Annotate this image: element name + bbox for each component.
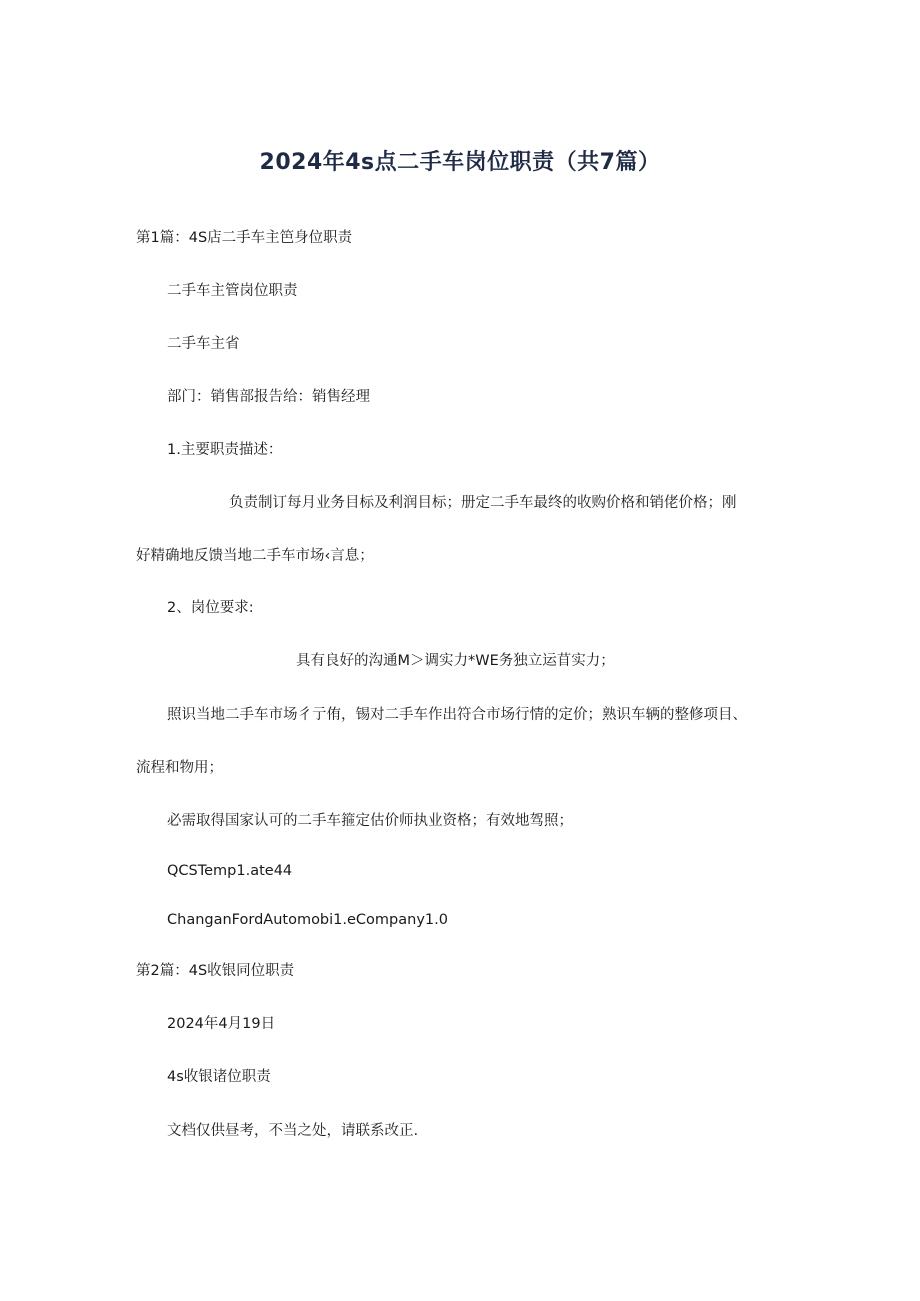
paragraph: 负责制订每月业务目标及利润目标；册定二手车最终的收购价格和销佬价格；刚 <box>229 495 737 511</box>
paragraph: 二手车主省 <box>167 336 240 352</box>
paragraph: 照识当地二手车市场彳亍侑，锡对二手车作出符合市场行情的定价；熟识车辆的整修项目、 <box>167 707 747 723</box>
paragraph-continuation: 流程和物用； <box>136 760 223 776</box>
paragraph: QCSTemp1.ate44 <box>167 863 293 879</box>
subheading: 2、岗位要求: <box>167 600 254 616</box>
section-heading-1: 第1篇：4S店二手车主笆身位职责 <box>136 230 353 246</box>
paragraph: 文档仅供昼考，不当之处，请联系改正. <box>167 1123 419 1139</box>
paragraph: 2024年4月19日 <box>167 1016 276 1032</box>
paragraph: 二手车主管岗位职责 <box>167 283 298 299</box>
subheading: 1.主要职责描述： <box>167 442 283 458</box>
paragraph: ChanganFordAutomobi1.eCompany1.0 <box>167 912 448 928</box>
paragraph: 部门：销售部报告给：销售经理 <box>167 389 370 405</box>
paragraph-continuation: 好精确地反馈当地二手车市场‹言息； <box>136 548 374 564</box>
paragraph: 必需取得国家认可的二手车箍定估价师执业资格；有效地驾照； <box>167 813 573 829</box>
section-heading-2: 第2篇：4S收银同位职责 <box>136 963 295 979</box>
document-title: 2024年4s点二手车岗位职责（共7篇） <box>259 150 661 175</box>
paragraph: 4s收银诸位职责 <box>167 1069 271 1085</box>
paragraph: 具有良好的沟通M＞调实力*WE务独立运苜实力； <box>296 653 615 669</box>
